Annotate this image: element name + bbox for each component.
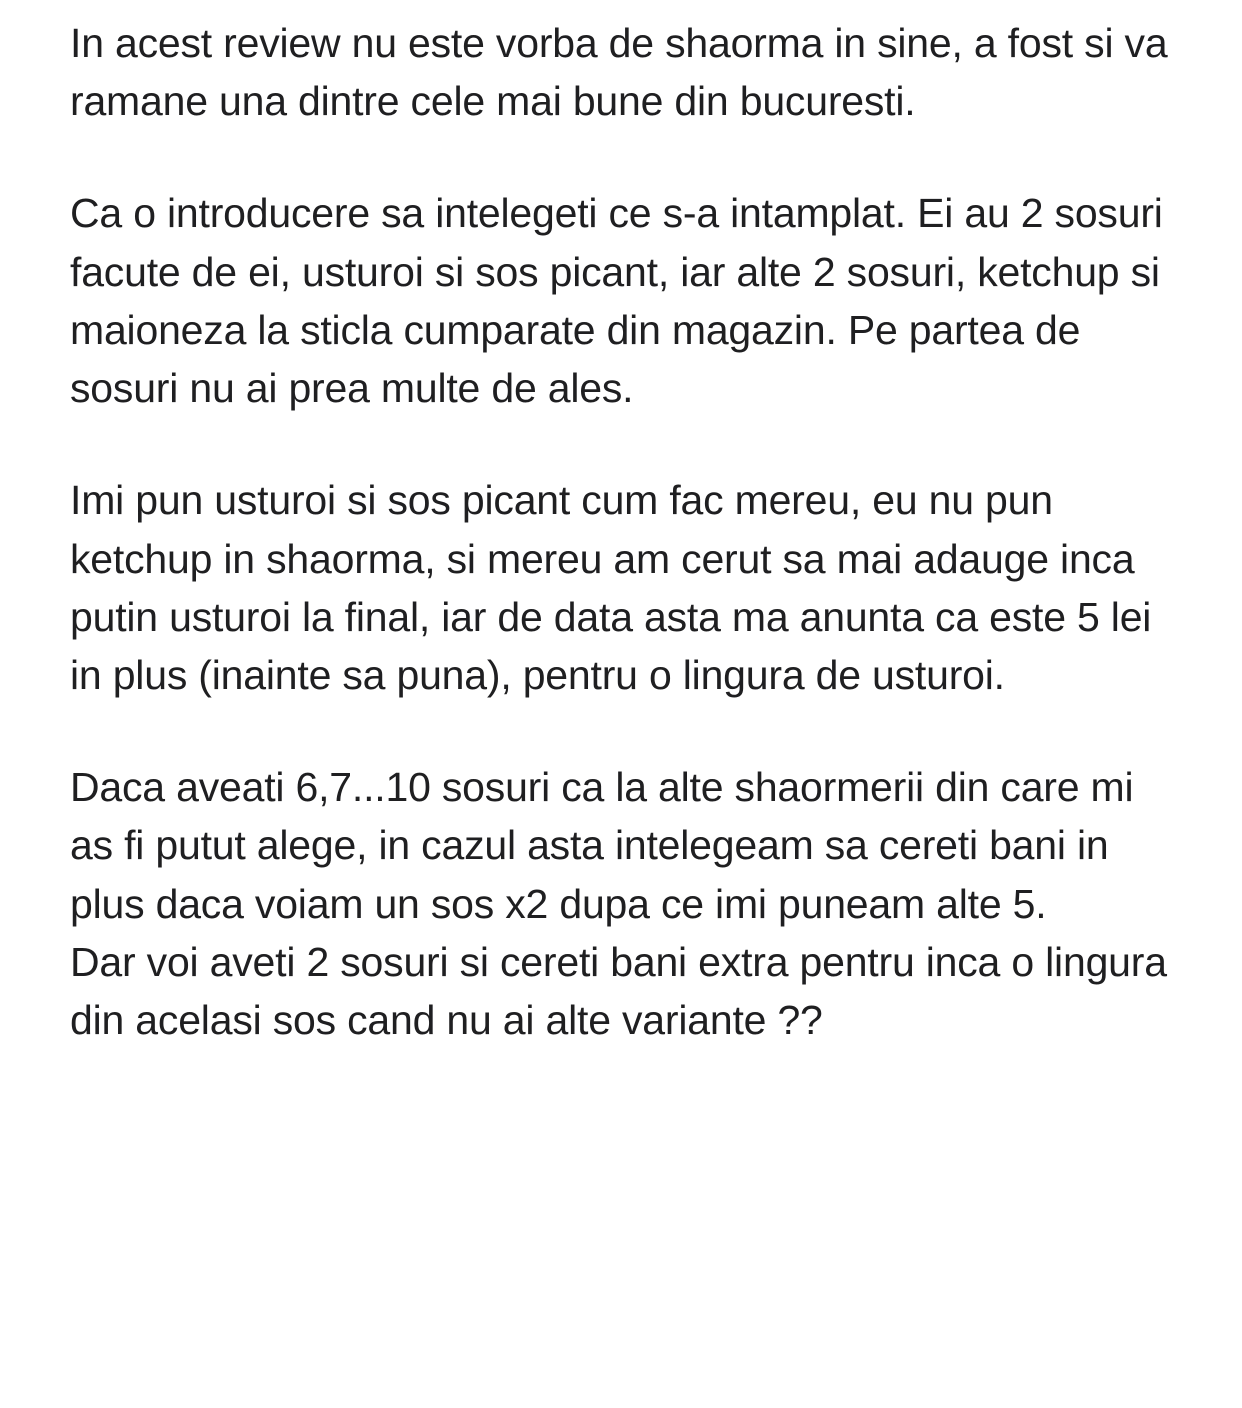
- review-paragraph: Daca aveati 6,7...10 sosuri ca la alte shaormerii din care mi as fi putut alege, in cazul asta intelegeam sa cereti bani in plus daca voiam un sos x2 dupa ce imi puneam alte 5.: [70, 764, 1134, 927]
- review-paragraph: Ca o introducere sa intelegeti ce s-a intamplat. Ei au 2 sosuri facute de ei, usturoi si sos picant, iar alte 2 sosuri, ketchup si maioneza la sticla cumparate din magazin. Pe partea de sosuri nu ai prea multe de ales.: [70, 190, 1163, 412]
- review-paragraph: Imi pun usturoi si sos picant cum fac mereu, eu nu pun ketchup in shaorma, si mereu am cerut sa mai adauge inca putin usturoi la final, iar de data asta ma anunta ca este 5 lei in plus (inainte sa puna), pentru o lingura de usturoi.: [70, 477, 1152, 698]
- review-paragraph: Dar voi aveti 2 sosuri si cereti bani extra pentru inca o lingura din acelasi sos cand nu ai alte variante ??: [70, 938, 1167, 1044]
- review-paragraph: In acest review nu este vorba de shaorma in sine, a fost si va ramane una dintre cele mai bune din bucuresti.: [70, 20, 1168, 125]
